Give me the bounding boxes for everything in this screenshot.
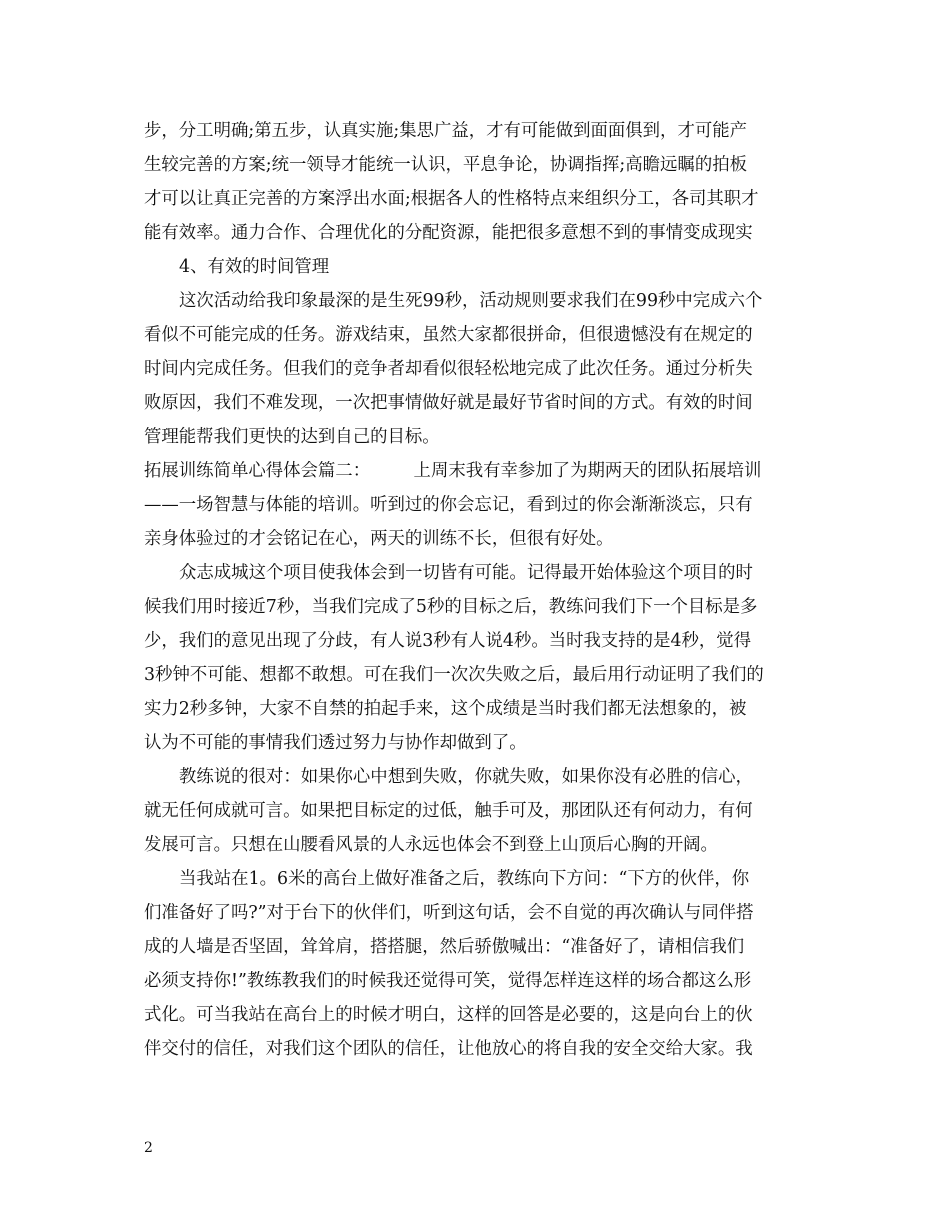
text-line: 能有效率。通力合作、合理优化的分配资源，能把很多意想不到的事情变成现实 bbox=[144, 223, 753, 243]
text-line: 拓展训练简单心得体会篇二： 上周末我有幸参加了为期两天的团队拓展培训 bbox=[144, 461, 762, 481]
text-line: 成的人墙是否坚固，耸耸肩，搭搭腿，然后骄傲喊出：“准备好了，请相信我们 bbox=[144, 937, 745, 957]
text-line: 步，分工明确;第五步，认真实施;集思广益，才有可能做到面面俱到，才可能产 bbox=[144, 121, 748, 141]
text-line: 认为不可能的事情我们透过努力与协作却做到了。 bbox=[144, 733, 527, 753]
text-line: 实力2秒多钟，大家不自禁的拍起手来，这个成绩是当时我们都无法想象的，被 bbox=[144, 699, 747, 719]
text-line: 发展可言。只想在山腰看风景的人永远也体会不到登上山顶后心胸的开阔。 bbox=[144, 835, 718, 855]
text-line: 们准备好了吗?”对于台下的伙伴们，听到这句话，会不自觉的再次确认与同伴搭 bbox=[144, 903, 754, 923]
text-line: 败原因，我们不难发现，一次把事情做好就是最好节省时间的方式。有效的时间 bbox=[144, 393, 753, 413]
text-line: 4、有效的时间管理 bbox=[179, 257, 330, 277]
text-line: 管理能帮我们更快的达到自己的目标。 bbox=[144, 427, 440, 447]
text-line: 众志成城这个项目使我体会到一切皆有可能。记得最开始体验这个项目的时 bbox=[179, 563, 753, 583]
text-line: 教练说的很对：如果你心中想到失败，你就失败，如果你没有必胜的信心， bbox=[179, 767, 753, 787]
text-line: 就无任何成就可言。如果把目标定的过低，触手可及，那团队还有何动力，有何 bbox=[144, 801, 753, 821]
text-line: 少，我们的意见出现了分歧，有人说3秒有人说4秒。当时我支持的是4秒，觉得 bbox=[144, 631, 752, 651]
text-line: 3秒钟不可能、想都不敢想。可在我们一次次失败之后，最后用行动证明了我们的 bbox=[144, 665, 764, 685]
body-text bbox=[144, 114, 812, 1066]
text-line: 式化。可当我站在高台上的时候才明白，这样的回答是必要的，这是向台上的伙 bbox=[144, 1005, 753, 1025]
text-line: 伴交付的信任，对我们这个团队的信任，让他放心的将自我的安全交给大家。我 bbox=[144, 1039, 753, 1059]
page-number: 2 bbox=[144, 1140, 153, 1156]
text-line: 生较完善的方案;统一领导才能统一认识，平息争论，协调指挥;高瞻远瞩的拍板 bbox=[144, 155, 748, 175]
text-line: 亲身体验过的才会铭记在心，两天的训练不长，但很有好处。 bbox=[144, 529, 614, 549]
text-line: 时间内完成任务。但我们的竞争者却看似很轻松地完成了此次任务。通过分析失 bbox=[144, 359, 753, 379]
text-line: 必须支持你!”教练教我们的时候我还觉得可笑，觉得怎样连这样的场合都这么形 bbox=[144, 971, 752, 991]
text-line: ——一场智慧与体能的培训。听到过的你会忘记，看到过的你会渐渐淡忘，只有 bbox=[144, 495, 753, 515]
text-line: 看似不可能完成的任务。游戏结束，虽然大家都很拼命，但很遗憾没有在规定的 bbox=[144, 325, 753, 345]
text-line: 才可以让真正完善的方案浮出水面;根据各人的性格特点来组织分工，各司其职才 bbox=[144, 189, 759, 209]
text-line: 这次活动给我印象最深的是生死99秒，活动规则要求我们在99秒中完成六个 bbox=[179, 291, 763, 311]
text-line: 当我站在1。6米的高台上做好准备之后，教练向下方问：“下方的伙伴，你 bbox=[179, 869, 750, 889]
text-line: 候我们用时接近7秒，当我们完成了5秒的目标之后，教练问我们下一个目标是多 bbox=[144, 597, 758, 617]
